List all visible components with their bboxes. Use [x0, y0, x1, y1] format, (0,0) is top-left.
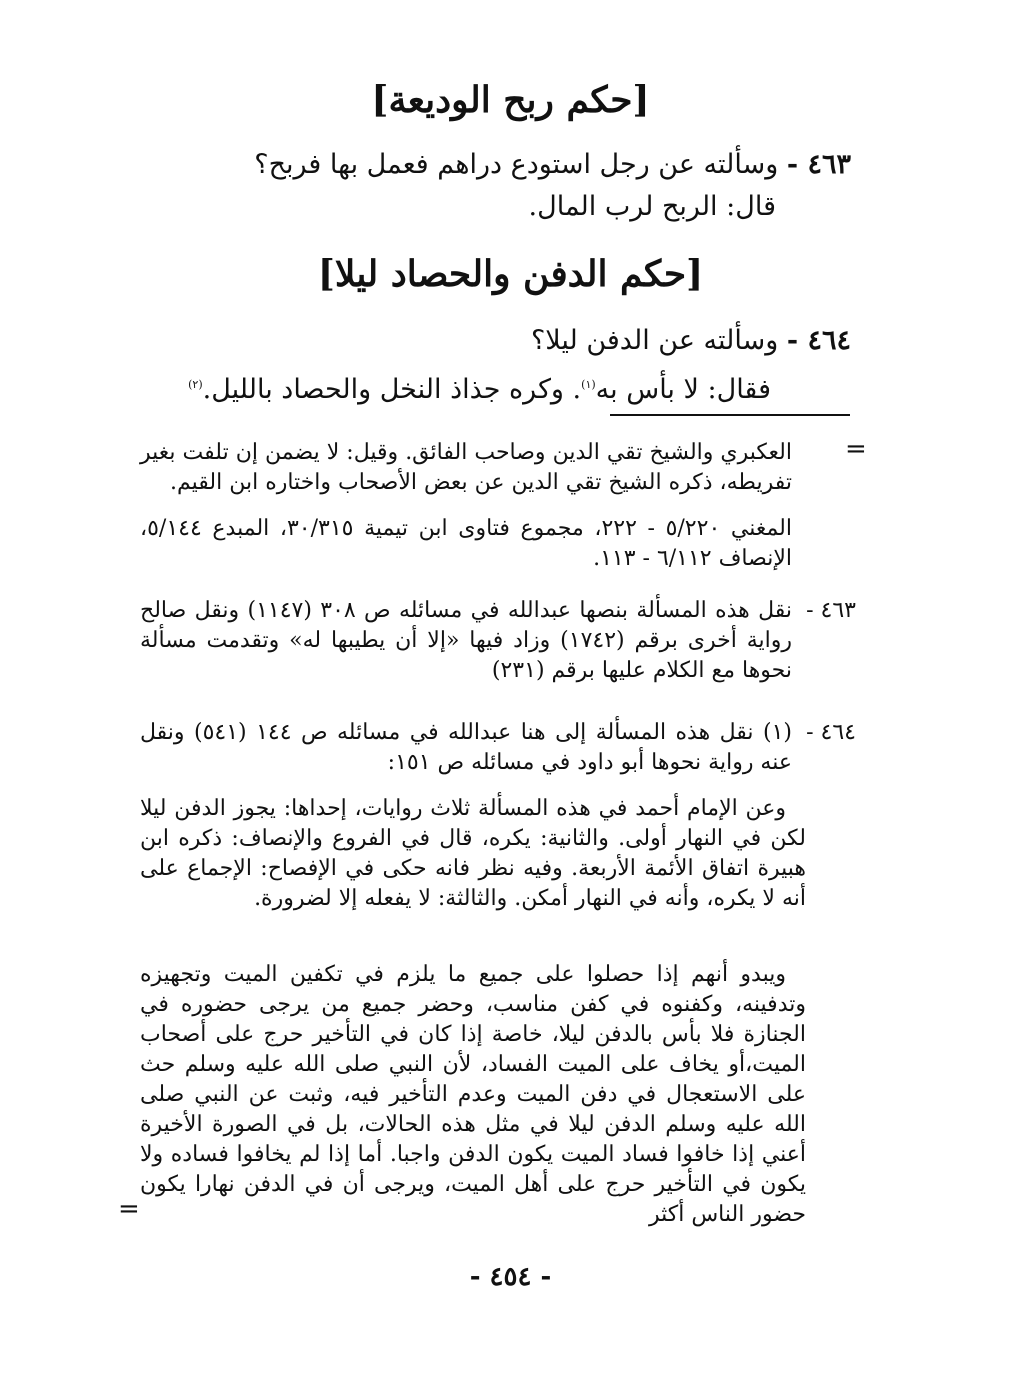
footnote-label-464: ٤٦٤ -: [806, 720, 856, 745]
heading-night-burial: [حكم الدفن والحصاد ليلا]: [317, 253, 704, 295]
footnote-ref-2: (٢): [188, 378, 203, 391]
footnote-continuation: العكبري والشيخ تقي الدين وصاحب الفائق. وقيل: لا يضمن إن تلفت بغير تفريطه، ذكره الشيخ تقي الدين عن بعض الأصحاب واختاره ابن القيم.: [140, 440, 792, 495]
continuation-mark: =: [845, 434, 867, 464]
continuation-mark-end: =: [118, 1194, 140, 1224]
question-463: [151, 148, 851, 182]
question-text: وسألته عن الدفن ليلا؟: [530, 325, 779, 356]
answer-463: قال: الربح لرب المال.: [528, 191, 776, 222]
footnote-464: (١) نقل هذه المسألة إلى هنا عبدالله في مسائله ص ١٤٤ (٥٤١) ونقل عنه رواية نحوها أبو داود في مسائله ص ١٥١:: [140, 720, 792, 775]
heading-deposit-profit: [حكم ربح الوديعة]: [371, 79, 650, 121]
footnote-divider: [610, 414, 850, 416]
page-number: - ٤٥٤ -: [469, 1262, 552, 1292]
footnote-label-463: ٤٦٣ -: [806, 598, 856, 623]
answer-text-rest: . وكره جذاذ النخل والحصاد بالليل.: [202, 374, 582, 405]
question-text: وسألته عن رجل استودع دراهم فعمل بها فربح؟: [254, 149, 779, 180]
footnote-references: المغني ٥/٢٢٠ - ٢٢٢، مجموع فتاوى ابن تيمية ٣٠/٣١٥، المبدع ٥/١٤٤، الإنصاف ٦/١١٢ - ١١٣.: [140, 516, 793, 571]
footnote-464-para-2: وعن الإمام أحمد في هذه المسألة ثلاث روايات، إحداها: يجوز الدفن ليلا لكن في النهار أولى. والثانية: يكره، قال في الفروع والإنصاف: ذكره ابن هبيرة اتفاق الأئمة الأربعة. وفيه نظر فانه حكى في الإفصاح: الإجماع على أنه لا يكره، وأنه في النهار أمكن. والثالثة: لا يفعله إلا لضرورة.: [140, 796, 806, 911]
answer-text: فقال: لا بأس به: [595, 374, 771, 405]
footnote-463: نقل هذه المسألة بنصها عبدالله في مسائله ص ٣٠٨ (١١٤٧) ونقل صالح رواية أخرى برقم (١٧٤٢) وزاد فيها «إلا أن يطيبها له» وتقدمت مسألة نحوها مع الكلام عليها برقم (٢٣١): [140, 598, 792, 683]
question-number: ٤٦٤ -: [786, 325, 851, 356]
question-number: ٤٦٣ -: [786, 149, 851, 180]
footnote-464-para-3: ويبدو أنهم إذا حصلوا على جميع ما يلزم في تكفين الميت وتجهيزه وتدفينه، وكفنوه في كفن مناسب، وحضر جميع من يرجى حضوره في الجنازة فلا بأس بالدفن ليلا، خاصة إذا كان في التأخير حرج على أصحاب الميت،أو يخاف على الميت الفساد، لأن النبي صلى الله عليه وسلم حث على الاستعجال في دفن الميت وعدم التأخير فيه، وثبت عن النبي صلى الله عليه وسلم الدفن ليلا في مثل هذه الحالات، بل في الصورة الأخيرة أعني إذا خافوا فساد الميت يكون الدفن واجبا. أما إذا لم يخافوا فساده ولا يكون في التأخير حرج على أهل الميت، ويرجى أن في الدفن نهارا يكون حضور الناس أكثر: [140, 962, 806, 1227]
footnote-ref-1: (١): [581, 378, 596, 391]
question-464: [151, 324, 851, 358]
answer-464: [71, 368, 771, 407]
